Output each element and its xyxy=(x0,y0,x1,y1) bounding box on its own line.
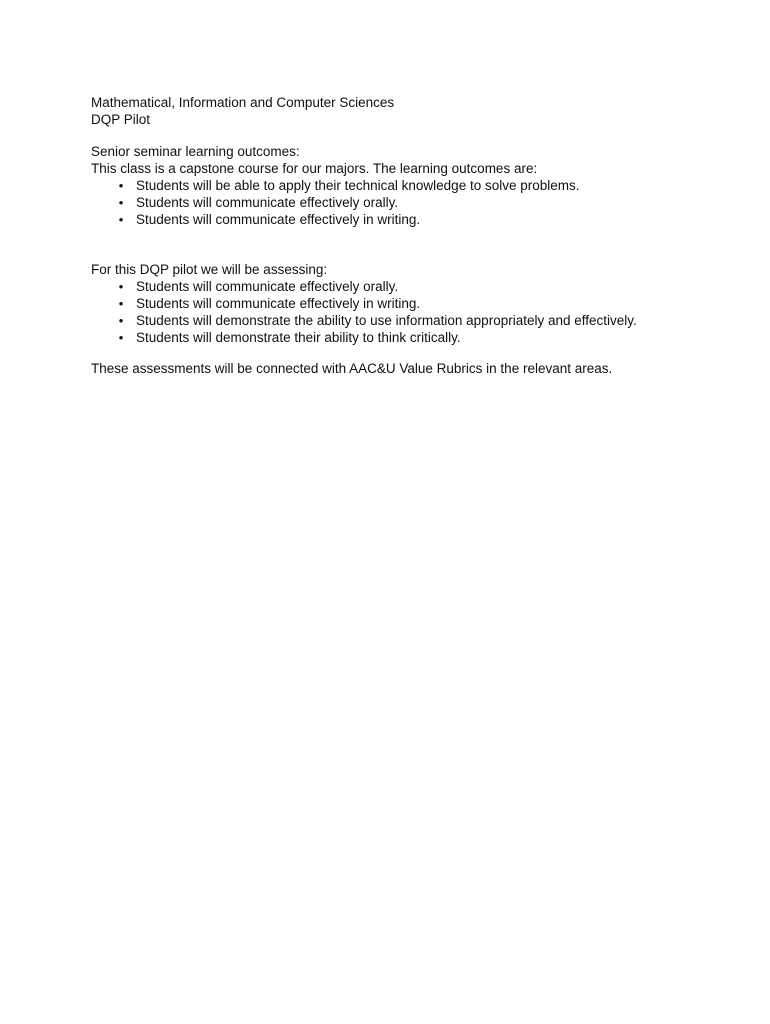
learning-outcomes-list xyxy=(91,177,731,228)
bullet-icon: • xyxy=(118,195,124,210)
list-item xyxy=(91,177,731,194)
closing-paragraph: These assessments will be connected with AAC&U Value Rubrics in the relevant areas. xyxy=(91,361,613,376)
list-item xyxy=(91,295,731,312)
list-item xyxy=(91,211,731,228)
bullet-icon: • xyxy=(118,212,124,227)
bullet-icon: • xyxy=(118,178,124,193)
list-item-text: Students will communicate effectively in writing. xyxy=(136,296,421,311)
list-item xyxy=(91,312,731,329)
list-item-text: Students will demonstrate the ability to use information appropriately and effectively. xyxy=(136,313,637,328)
bullet-icon: • xyxy=(118,279,124,294)
list-item-text: Students will be able to apply their technical knowledge to solve problems. xyxy=(136,178,580,193)
bullet-icon: • xyxy=(118,313,124,328)
bullet-icon: • xyxy=(118,330,124,345)
bullet-icon: • xyxy=(118,296,124,311)
document-content xyxy=(91,94,731,377)
section-intro: This class is a capstone course for our majors. The learning outcomes are: xyxy=(91,161,538,176)
list-item-text: Students will demonstrate their ability to think critically. xyxy=(136,330,461,345)
section-heading: Senior seminar learning outcomes: xyxy=(91,144,300,159)
document-subtitle: DQP Pilot xyxy=(91,112,151,127)
list-item xyxy=(91,278,731,295)
assessment-intro: For this DQP pilot we will be assessing: xyxy=(91,262,328,277)
list-item-text: Students will communicate effectively in writing. xyxy=(136,212,421,227)
assessment-list xyxy=(91,278,731,346)
list-item xyxy=(91,194,731,211)
list-item-text: Students will communicate effectively orally. xyxy=(136,279,399,294)
department-title: Mathematical, Information and Computer Sciences xyxy=(91,95,395,110)
list-item-text: Students will communicate effectively orally. xyxy=(136,195,399,210)
list-item xyxy=(91,329,731,346)
